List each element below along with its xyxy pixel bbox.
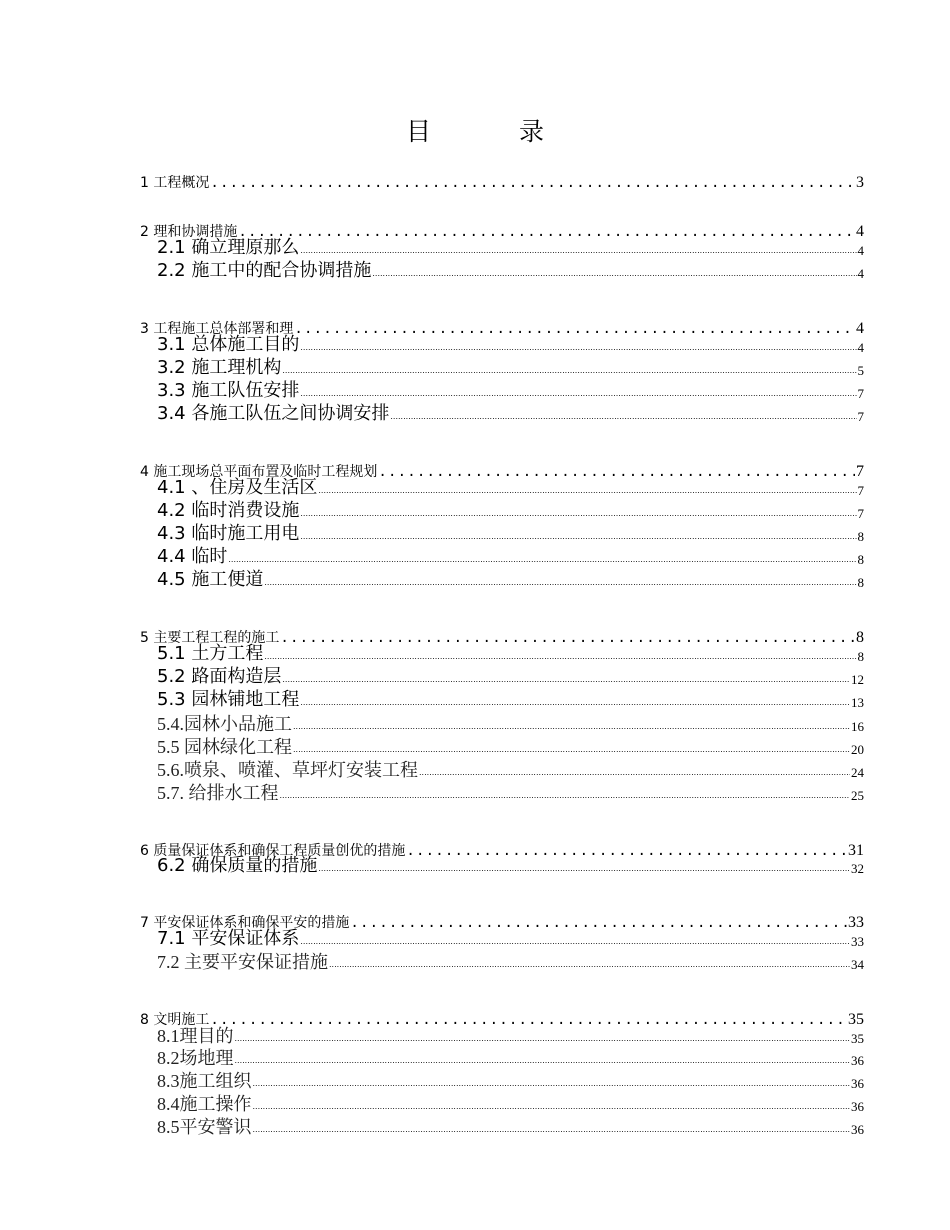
toc-page-number: 36 (851, 1076, 864, 1091)
toc-entry-label: 6 质量保证体系和确保工程质量创优的措施 (140, 843, 406, 859)
toc-section[interactable] (157, 855, 864, 877)
toc-leader-dots (300, 509, 856, 519)
toc-section[interactable] (157, 403, 864, 425)
toc-section[interactable] (157, 689, 864, 711)
toc-entry-label: 4.2 临时消费设施 (157, 500, 300, 521)
toc-leader-dots (280, 791, 851, 801)
toc-section[interactable] (157, 334, 864, 356)
toc-page-number: 7 (857, 386, 864, 401)
toc-section[interactable] (157, 1093, 864, 1115)
toc-leader-dots (235, 1056, 851, 1066)
toc-section[interactable] (157, 736, 864, 758)
toc-entry-label: 8.4施工操作 (157, 1094, 252, 1114)
toc-entry-label: 8.1理目的 (157, 1026, 234, 1046)
toc-entry-label: 1 工程概况 (140, 175, 210, 191)
toc-entry-label: 4.3 临时施工用电 (157, 523, 300, 544)
toc-entry-label: 4.5 施工便道 (157, 569, 264, 590)
toc-page-number: 36 (851, 1099, 864, 1114)
toc-section[interactable] (157, 260, 864, 282)
toc-page-number: 7 (857, 506, 864, 521)
toc-entry-label: 4.1 、住房及生活区 (157, 477, 318, 498)
toc-page-number: 13 (851, 695, 864, 710)
toc-page-number: 7 (856, 463, 864, 480)
toc-section[interactable] (157, 477, 864, 499)
toc-page-number: 4 (857, 243, 864, 258)
toc-leader-dots (253, 1079, 851, 1089)
toc-entry-label: 7.2 主要平安保证措施 (157, 952, 328, 972)
toc-entry-label: 5.7. 给排水工程 (157, 783, 279, 803)
toc-section[interactable] (157, 666, 864, 688)
toc-page-number: 31 (848, 842, 864, 859)
toc-leader-dots (210, 174, 855, 192)
toc-page-number: 8 (857, 552, 864, 567)
toc-leader-dots (300, 937, 850, 947)
toc-page-number: 36 (851, 1122, 864, 1137)
toc-leader-dots (300, 698, 850, 708)
toc-leader-dots (282, 675, 850, 685)
toc-leader-dots (235, 1034, 851, 1044)
toc-page-number: 12 (851, 672, 864, 687)
toc-page-number: 3 (856, 174, 864, 191)
toc-leader-dots (264, 578, 856, 588)
toc-chapter[interactable] (140, 170, 864, 192)
toc-entry-label: 2.2 施工中的配合协调措施 (157, 260, 372, 281)
toc-entry-label: 5.6.喷泉、喷灌、草坪灯安装工程 (157, 760, 418, 780)
toc-entry-label: 4 施工现场总平面布置及临时工程规划 (140, 464, 378, 480)
toc-section[interactable] (157, 546, 864, 568)
toc-entry-label: 5.3 园林铺地工程 (157, 689, 300, 710)
toc-entry-label: 6.2 确保质量的措施 (157, 855, 318, 876)
toc-page-number: 8 (856, 629, 864, 646)
toc-section[interactable] (157, 569, 864, 591)
toc-leader-dots (228, 555, 856, 565)
toc-leader-dots (282, 366, 856, 376)
toc-section[interactable] (157, 1070, 864, 1092)
toc-leader-dots (293, 722, 850, 732)
toc-section[interactable] (157, 713, 864, 735)
toc-leader-dots (300, 246, 856, 256)
toc-page-number: 35 (848, 1011, 864, 1028)
toc-page-number: 8 (857, 529, 864, 544)
toc-leader-dots (293, 745, 850, 755)
toc-entry-label: 5.1 土方工程 (157, 643, 264, 664)
toc-page-number: 5 (857, 363, 864, 378)
toc-entry-label: 3.3 施工队伍安排 (157, 380, 300, 401)
toc-section[interactable] (157, 643, 864, 665)
toc-leader-dots (300, 532, 856, 542)
toc-section[interactable] (157, 1025, 864, 1047)
toc-entry-label: 5 主要工程工程的施工 (140, 630, 280, 646)
toc-leader-dots (390, 412, 856, 422)
toc-entry-label: 7 平安保证体系和确保平安的措施 (140, 915, 350, 931)
toc-section[interactable] (157, 1116, 864, 1138)
toc-page-number: 35 (851, 1031, 864, 1046)
toc-section[interactable] (157, 759, 864, 781)
title-char-2: 录 (519, 117, 545, 146)
title-char-1: 目 (405, 117, 431, 146)
toc-page-number: 36 (851, 1053, 864, 1068)
toc-leader-dots (300, 389, 856, 399)
toc-page-number: 4 (856, 223, 864, 240)
toc-page-number: 8 (857, 575, 864, 590)
toc-page-number: 7 (857, 483, 864, 498)
toc-page-number: 4 (857, 266, 864, 281)
toc-leader-dots (419, 768, 850, 778)
toc-section[interactable] (157, 380, 864, 402)
toc-entry-label: 8.3施工组织 (157, 1071, 252, 1091)
toc-page-number: 7 (857, 409, 864, 424)
toc-entry-label: 2 理和协调措施 (140, 224, 238, 240)
toc-section[interactable] (157, 1047, 864, 1069)
toc-page-number: 33 (848, 914, 864, 931)
toc-page-number: 32 (851, 861, 864, 876)
toc-entry-label: 5.4.园林小品施工 (157, 714, 292, 734)
toc-page-number: 20 (851, 742, 864, 757)
toc-page-number: 34 (851, 957, 864, 972)
toc-section[interactable] (157, 928, 864, 950)
toc-page-number: 33 (851, 934, 864, 949)
toc-entry-label: 5.5 园林绿化工程 (157, 737, 292, 757)
toc-entry-label: 3.1 总体施工目的 (157, 334, 300, 355)
toc-page-number: 25 (851, 788, 864, 803)
toc-section[interactable] (157, 523, 864, 545)
toc-entry-label: 2.1 确立理原那么 (157, 237, 300, 258)
toc-page-number: 8 (857, 649, 864, 664)
toc-entry-label: 7.1 平安保证体系 (157, 928, 300, 949)
toc-entry-label: 3.2 施工理机构 (157, 357, 282, 378)
toc-entry-label: 3 工程施工总体部署和理 (140, 321, 294, 337)
toc-section[interactable] (157, 500, 864, 522)
toc-section[interactable] (157, 782, 864, 804)
toc-leader-dots (253, 1125, 851, 1135)
toc-entry-label: 4.4 临时 (157, 546, 228, 567)
toc-leader-dots (329, 960, 850, 970)
toc-page-number: 4 (856, 320, 864, 337)
toc-leader-dots (300, 343, 856, 353)
toc-page-number: 4 (857, 340, 864, 355)
toc-leader-dots (318, 864, 850, 874)
toc-page-number: 24 (851, 765, 864, 780)
toc-entry-label: 3.4 各施工队伍之间协调安排 (157, 403, 390, 424)
toc-leader-dots (253, 1102, 851, 1112)
toc-entry-label: 8.5平安警识 (157, 1117, 252, 1137)
toc-entry-label: 8 文明施工 (140, 1012, 210, 1028)
toc-leader-dots (372, 269, 856, 279)
toc-entry-label: 8.2场地理 (157, 1048, 234, 1068)
toc-section[interactable] (157, 237, 864, 259)
toc-section[interactable] (157, 357, 864, 379)
toc-page-number: 16 (851, 719, 864, 734)
toc-leader-dots (318, 486, 856, 496)
toc-leader-dots (264, 652, 856, 662)
toc-entry-label: 5.2 路面构造层 (157, 666, 282, 687)
toc-section[interactable] (157, 951, 864, 973)
page-title (0, 112, 950, 148)
